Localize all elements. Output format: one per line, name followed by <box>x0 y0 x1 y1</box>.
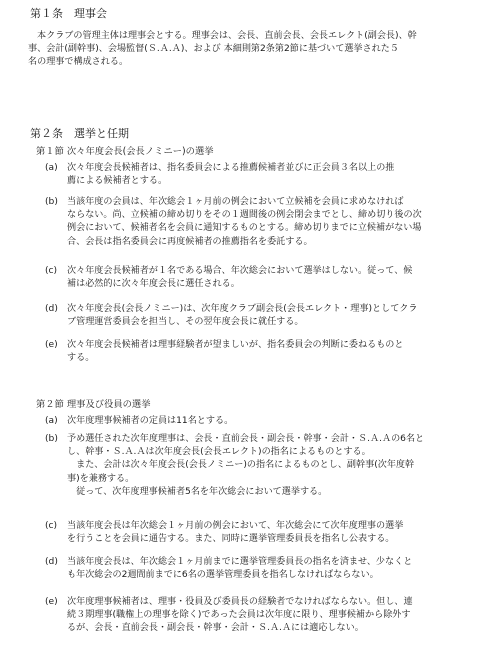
section-1-item-c <box>45 265 475 293</box>
section-2-item-b <box>45 433 475 501</box>
item-marker: (e) <box>45 340 58 350</box>
item-line: 次々年度会長(会長ノミニー)は、次年度クラブ副会長(会長エレクト・理事)としてクラ <box>67 304 418 314</box>
item-marker: (b) <box>45 434 58 444</box>
section-1-item-a <box>45 162 475 190</box>
item-marker: (c) <box>45 521 58 531</box>
item-line: 次々年度会長候補者が１名である場合、年次総会において選挙はしない。従って、候 <box>67 266 413 276</box>
item-line: 事)を兼務する。 <box>67 473 135 484</box>
item-marker: (e) <box>45 597 58 607</box>
item-line: 従って、次年度理事候補者5名を年次総会において選挙する。 <box>67 486 328 497</box>
section-2-item-e <box>45 596 475 638</box>
section-1-item-e <box>45 339 475 367</box>
item-line: るが、会長・直前会長・副会長・幹事・会計・Ｓ.Ａ.Ａには適応しない。 <box>67 623 364 634</box>
item-line: する。 <box>67 353 95 364</box>
item-line: 薦による候補者とする。 <box>67 176 168 187</box>
article-1-line: 名の理事で構成される。 <box>28 57 129 68</box>
item-line: ならない。尚、立候補の締め切りをその１週間後の例会閉会までとし、締め切り後の次 <box>67 210 422 221</box>
section-2-title: 第２節 理事及び役員の選挙 <box>36 399 151 410</box>
item-line: 当該年度会長は、年次総会１ヶ月前までに選挙管理委員長の指名を済ませ、少なくと <box>67 557 413 567</box>
item-line: を行うことを会員に通告する。また、同時に選挙管理委員長を指名し公表する。 <box>67 534 395 545</box>
item-marker: (c) <box>45 266 58 276</box>
item-line: 合、会長は指名委員会に再度候補者の推薦指名を委託する。 <box>67 236 313 247</box>
item-line: ブ管理運営委員会を担当し、その翌年度会長に就任する。 <box>67 317 304 328</box>
item-line: 次々年度会長候補者は、指名委員会による推薦候補者並びに正会員３名以上の推 <box>67 163 395 173</box>
article-1-line: 事、会計(副幹事)、会場監督(Ｓ.Ａ.Ａ)、および 本細則第2条第2節に基づいて選挙された５ <box>28 44 399 55</box>
article-1-body <box>28 30 478 70</box>
item-line: 例会において、候補者名を会員に通知するものとする。締め切りまでに立候補がない場 <box>67 223 422 234</box>
item-line: 予め選任された次年度理事は、会長・直前会長・副会長・幹事・会計・Ｓ.Ａ.Ａの6名と <box>67 434 425 444</box>
item-line: 次々年度会長候補者は理事経験者が望ましいが、指名委員会の判断に委ねるものと <box>67 340 404 350</box>
section-1-item-b <box>45 196 475 252</box>
section-2-item-d <box>45 556 475 584</box>
item-line: 補は必然的に次々年度会長に選任される。 <box>67 279 240 290</box>
item-marker: (a) <box>45 163 58 173</box>
item-marker: (d) <box>45 557 58 567</box>
item-line: 次年度理事候補者の定員は11名とする。 <box>67 416 234 426</box>
section-2-item-a <box>45 415 475 429</box>
item-marker: (b) <box>45 197 58 207</box>
section-2-item-c <box>45 520 475 548</box>
section-1-title: 第１節 次々年度会長(会長ノミニー)の選挙 <box>36 146 214 157</box>
item-line: 次年度理事候補者は、理事・役員及び委員長の経験者でなければならない。但し、連 <box>67 597 413 607</box>
item-line: 当該年度会長は年次総会１ヶ月前の例会において、年次総会にて次年度理事の選挙 <box>67 521 404 531</box>
section-1-item-d <box>45 303 475 331</box>
item-line: し、幹事・Ｓ.Ａ.Ａは次年度会長(会長エレクト)の指名によるものとする。 <box>67 447 371 458</box>
article-2-heading: 第２条 選挙と任期 <box>30 127 129 140</box>
article-1-line: 本クラブの管理主体は理事会とする。理事会は、会長、直前会長、会長エレクト(副会長)、幹 <box>37 31 417 41</box>
item-line: 続３期理事(職権上の理事を除く)であった会員は次年度に限り、理事候補から除外す <box>67 610 411 621</box>
item-line: も年次総会の2週間前までに6名の選挙管理委員を指名しなければならない。 <box>67 570 379 581</box>
item-marker: (a) <box>45 416 58 426</box>
item-line: また、会計は次々年度会長(会長ノミニー)の指名によるものとし、副幹事(次年度幹 <box>67 460 415 471</box>
item-line: 当該年度の会員は、年次総会１ヶ月前の例会において立候補を会員に求めなければ <box>67 197 404 207</box>
article-1-heading: 第１条 理事会 <box>30 7 107 20</box>
item-marker: (d) <box>45 304 58 314</box>
